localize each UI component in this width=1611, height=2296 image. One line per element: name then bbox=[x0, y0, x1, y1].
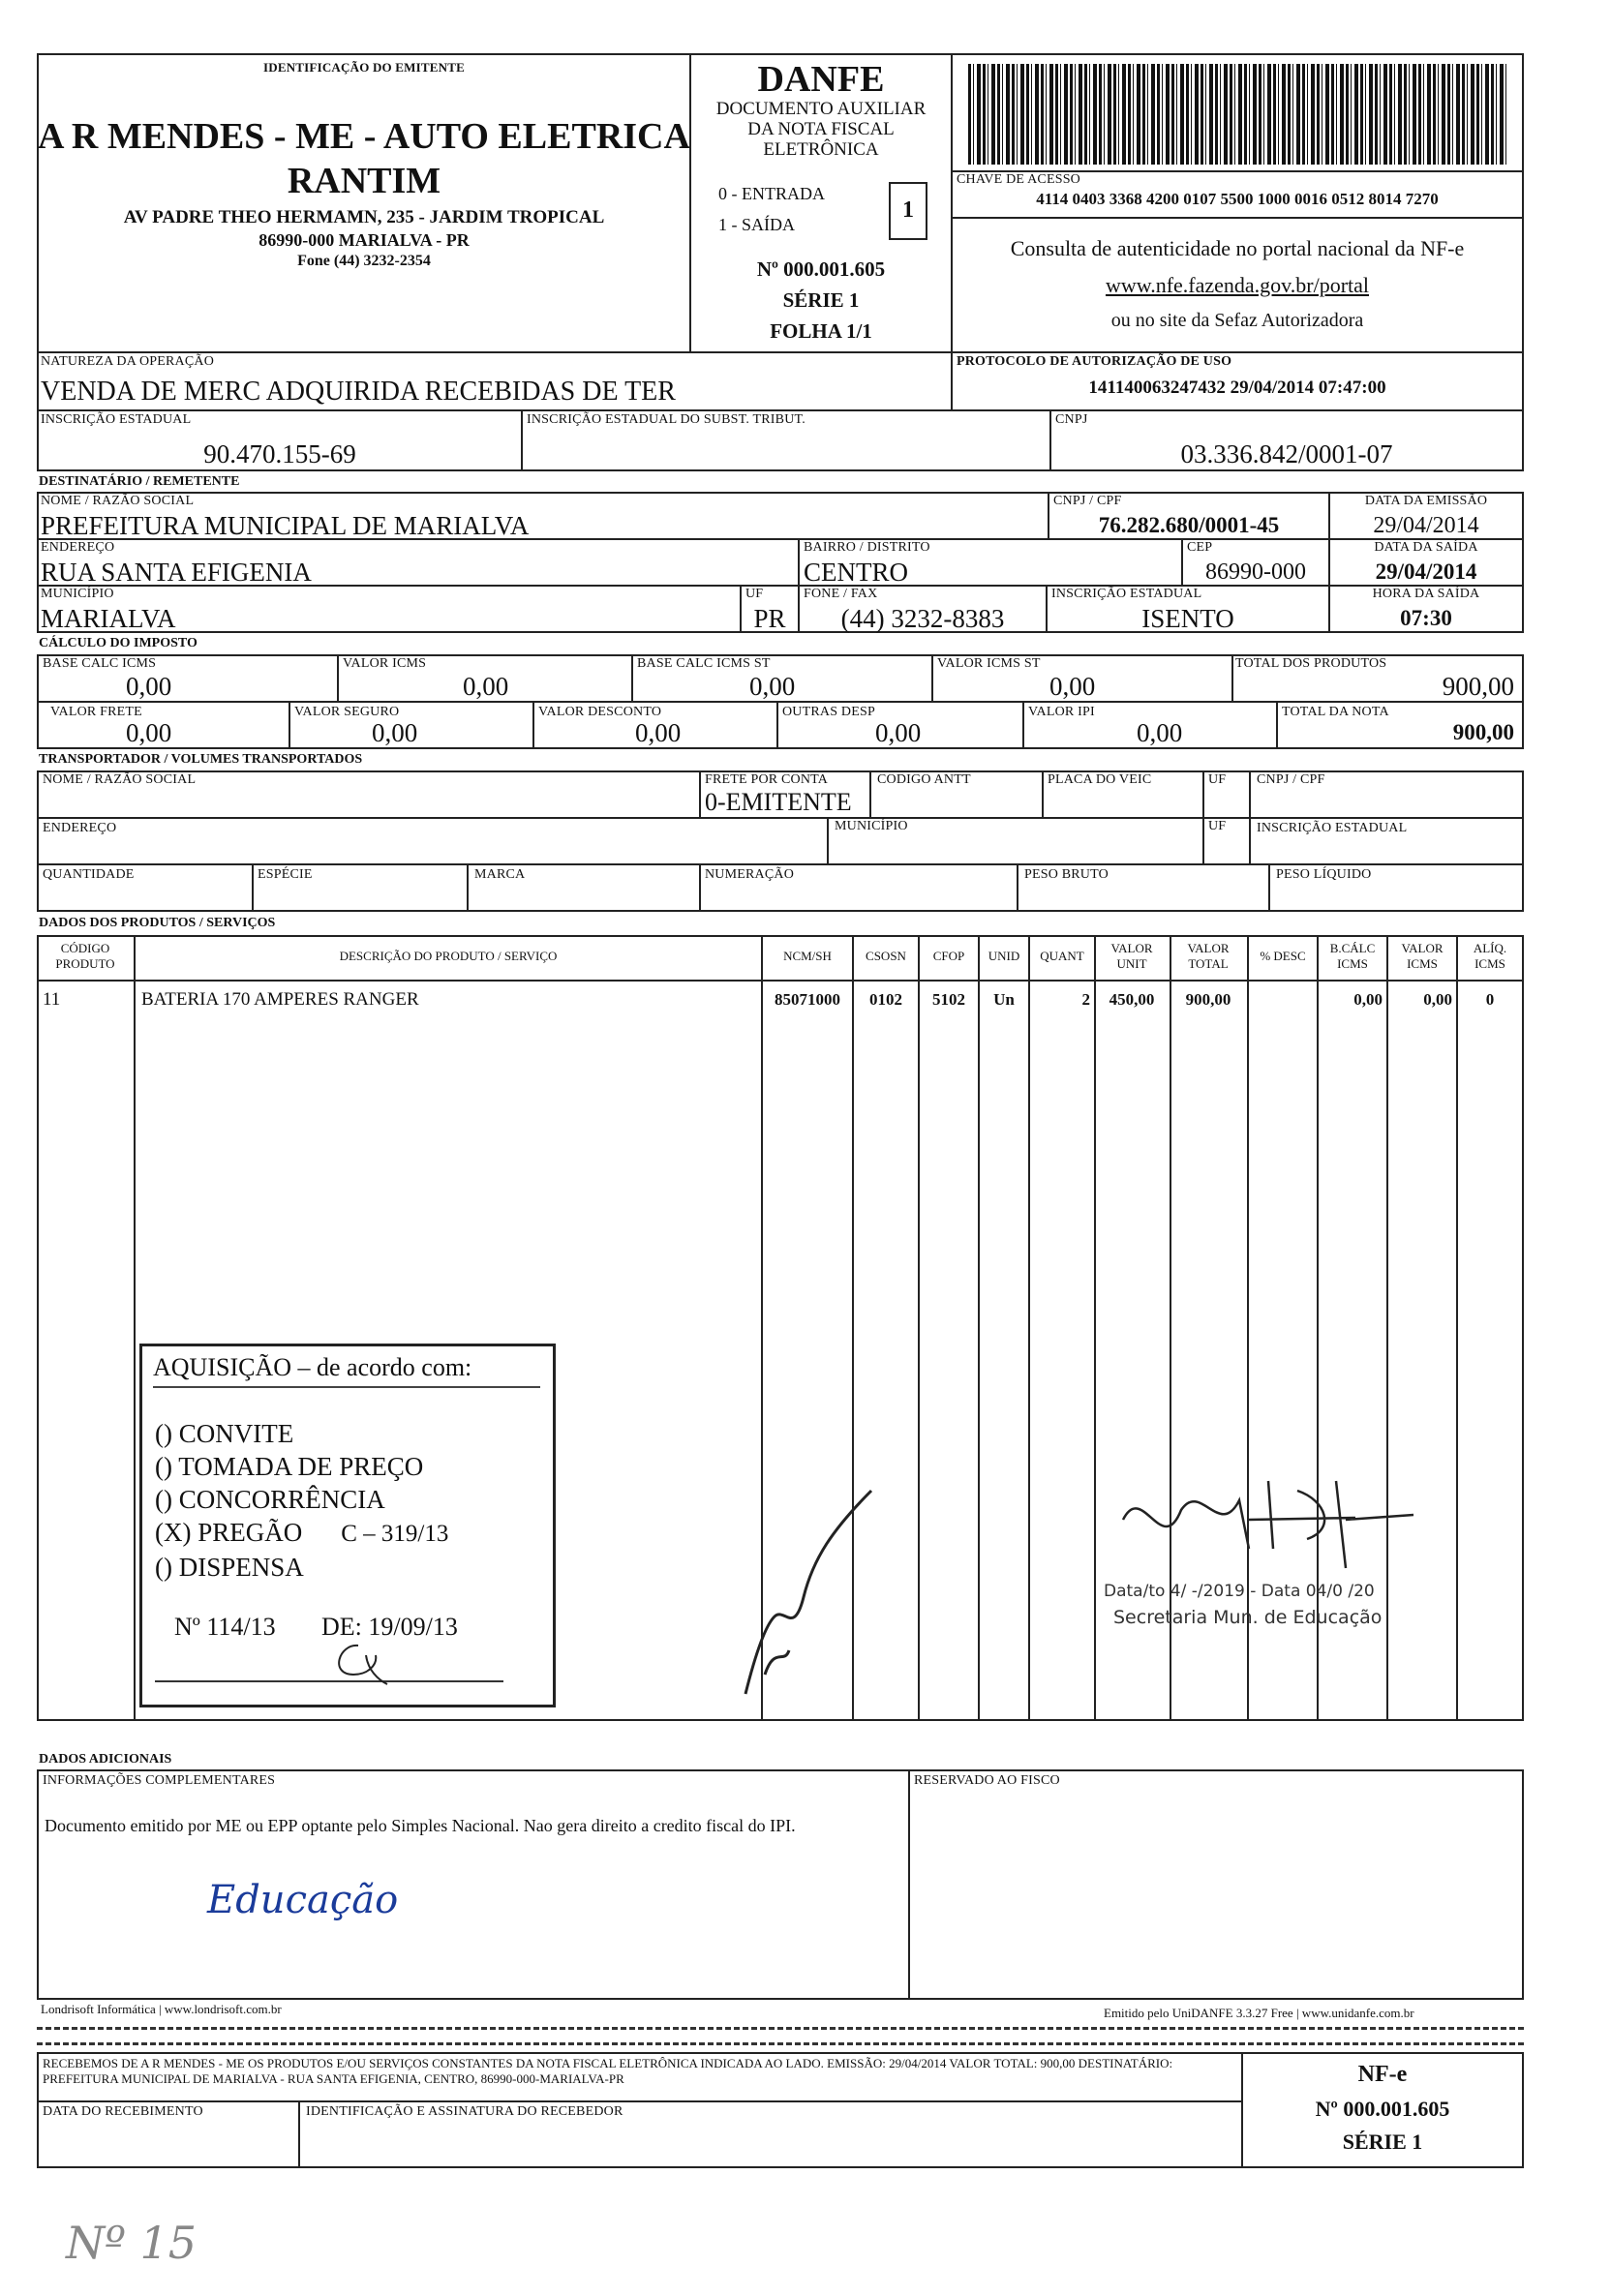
danfe-serie: SÉRIE 1 bbox=[782, 288, 860, 312]
info-label: INFORMAÇÕES COMPLEMENTARES bbox=[43, 1773, 276, 1788]
trans-div-3 bbox=[1042, 770, 1044, 819]
protocolo-label: PROTOCOLO DE AUTORIZAÇÃO DE USO bbox=[957, 354, 1232, 369]
dest-hora-label: HORA DA SAÍDA bbox=[1372, 587, 1480, 601]
imp-frete-label: VALOR FRETE bbox=[50, 705, 142, 719]
th-descricao: DESCRIÇÃO DO PRODUTO / SERVIÇO bbox=[339, 949, 558, 963]
th-unid: UNID bbox=[988, 949, 1020, 963]
cut-line-1 bbox=[37, 2027, 1524, 2030]
ie-value: 90.470.155-69 bbox=[203, 439, 356, 468]
imp-ipi: 0,00 bbox=[1137, 718, 1183, 747]
trans-div-6 bbox=[827, 817, 829, 865]
receipt-stamp-line2: Secretaria Mun. de Educação bbox=[1113, 1607, 1383, 1628]
th-valor-unit: VALOR UNIT bbox=[1110, 941, 1153, 971]
canhoto-serie: SÉRIE 1 bbox=[1342, 2130, 1423, 2154]
cell-csosn: 0102 bbox=[869, 990, 902, 1009]
info-text: Documento emitido por ME ou EPP optante pelo Simples Nacional. Nao gera direito a credito fiscal do IPI. bbox=[45, 1816, 796, 1835]
danfe-entrada: 0 - ENTRADA bbox=[718, 184, 825, 203]
dest-emissao: 29/04/2014 bbox=[1373, 513, 1479, 538]
danfe-subtitle bbox=[689, 99, 953, 160]
barcode bbox=[968, 64, 1506, 165]
dest-emissao-label: DATA DA EMISSÃO bbox=[1364, 494, 1488, 508]
ie-st-label: INSCRIÇÃO ESTADUAL DO SUBST. TRIBUT. bbox=[527, 412, 806, 427]
dest-hora: 07:30 bbox=[1400, 606, 1452, 630]
imp-valor-icms: 0,00 bbox=[463, 672, 509, 701]
receipt-stamp-line1: Data/to 4/ -/2019 - Data 04/0 /20 bbox=[1104, 1582, 1375, 1601]
trans-div-13 bbox=[1268, 863, 1270, 912]
emitente-name bbox=[37, 114, 691, 203]
col-div-1 bbox=[134, 935, 136, 1721]
canhoto-div-3 bbox=[298, 2100, 300, 2168]
stamp-options bbox=[155, 1417, 448, 1584]
trans-div-1 bbox=[699, 770, 701, 819]
footer-right: Emitido pelo UniDANFE 3.3.27 Free | www.unidanfe.com.br bbox=[1104, 2006, 1414, 2020]
canhoto-assinatura-label: IDENTIFICAÇÃO E ASSINATURA DO RECEBEDOR bbox=[306, 2104, 623, 2119]
danfe-title: DANFE bbox=[757, 59, 885, 100]
canhoto-div-2 bbox=[37, 2100, 1243, 2102]
protocolo-value: 141140063247432 29/04/2014 07:47:00 bbox=[1088, 378, 1386, 398]
trans-uf2-label: UF bbox=[1208, 819, 1227, 833]
col-div-4 bbox=[918, 935, 920, 1721]
cell-valor-unit: 450,00 bbox=[1109, 990, 1155, 1009]
emitente-address: AV PADRE THEO HERMAMN, 235 - JARDIM TROPICAL bbox=[123, 207, 605, 227]
stamp-opt-dispensa: () DISPENSA bbox=[155, 1553, 304, 1582]
cell-codigo: 11 bbox=[43, 989, 61, 1010]
dest-bairro: CENTRO bbox=[804, 558, 908, 587]
stamp-initials-signature bbox=[319, 1626, 397, 1694]
produtos-section: DADOS DOS PRODUTOS / SERVIÇOS bbox=[39, 916, 276, 930]
trans-frete-label: FRETE POR CONTA bbox=[705, 772, 829, 787]
trans-numeracao-label: NUMERAÇÃO bbox=[705, 867, 795, 882]
col-div-11 bbox=[1386, 935, 1388, 1721]
emitente-box bbox=[37, 53, 691, 353]
dest-bairro-label: BAIRRO / DISTRITO bbox=[804, 540, 930, 555]
transportador-section: TRANSPORTADOR / VOLUMES TRANSPORTADOS bbox=[39, 752, 363, 767]
cell-ncm: 85071000 bbox=[775, 990, 840, 1009]
imp-outras-label: OUTRAS DESP bbox=[782, 705, 875, 719]
cell-vicms: 0,00 bbox=[1423, 990, 1452, 1009]
danfe-numero: Nº 000.001.605 bbox=[756, 257, 886, 281]
imp-valor-st: 0,00 bbox=[1049, 672, 1096, 701]
trans-cnpj-label: CNPJ / CPF bbox=[1257, 772, 1325, 787]
danfe-folha: FOLHA 1/1 bbox=[770, 319, 872, 343]
dest-endereco: RUA SANTA EFIGENIA bbox=[41, 558, 312, 587]
cell-cfop: 5102 bbox=[932, 990, 965, 1009]
ie-label: INSCRIÇÃO ESTADUAL bbox=[41, 412, 192, 427]
chave-divider-2 bbox=[951, 217, 1524, 219]
trans-uf-label: UF bbox=[1208, 772, 1227, 787]
dest-endereco-label: ENDEREÇO bbox=[41, 540, 115, 555]
chave-consulta: Consulta de autenticidade no portal nacional da NF-e bbox=[1010, 236, 1465, 260]
trans-div-11 bbox=[699, 863, 701, 912]
dest-ie: ISENTO bbox=[1141, 604, 1234, 633]
dest-fone-label: FONE / FAX bbox=[804, 587, 878, 601]
dest-nome: PREFEITURA MUNICIPAL DE MARIALVA bbox=[41, 511, 530, 540]
trans-div-7 bbox=[1202, 817, 1204, 865]
emitente-name-line2: RANTIM bbox=[287, 161, 441, 201]
emitente-section-label: IDENTIFICAÇÃO DO EMITENTE bbox=[263, 60, 465, 75]
trans-especie-label: ESPÉCIE bbox=[258, 867, 313, 882]
imp-desconto: 0,00 bbox=[635, 718, 682, 747]
dest-cep-label: CEP bbox=[1187, 540, 1213, 555]
trans-placa-label: PLACA DO VEIC bbox=[1048, 772, 1152, 787]
handwritten-page-number: Nº 15 bbox=[66, 2217, 198, 2269]
fisco-box bbox=[908, 1769, 1524, 2000]
imp-valor-icms-label: VALOR ICMS bbox=[343, 656, 427, 671]
imp-desconto-label: VALOR DESCONTO bbox=[538, 705, 662, 719]
dest-uf-label: UF bbox=[745, 587, 764, 601]
imp-total-nota-label: TOTAL DA NOTA bbox=[1282, 705, 1389, 719]
col-div-8 bbox=[1170, 935, 1171, 1721]
dest-nome-label: NOME / RAZÃO SOCIAL bbox=[41, 494, 195, 508]
imp-base-st: 0,00 bbox=[749, 672, 796, 701]
chave-label: CHAVE DE ACESSO bbox=[957, 172, 1080, 187]
th-codigo: CÓDIGO PRODUTO bbox=[55, 941, 115, 971]
emitente-city: 86990-000 MARIALVA - PR bbox=[258, 230, 470, 250]
imp-base-icms-label: BASE CALC ICMS bbox=[43, 656, 157, 671]
cut-line-2 bbox=[37, 2042, 1524, 2045]
trans-div-2 bbox=[869, 770, 871, 819]
imp-total-prod-label: TOTAL DOS PRODUTOS bbox=[1235, 656, 1387, 671]
trans-div-9 bbox=[252, 863, 254, 912]
canhoto-text: RECEBEMOS DE A R MENDES - ME OS PRODUTOS E/OU SERVIÇOS CONSTANTES DA NOTA FISCAL ELETRÔNICA INDICADA AO LADO. EMISSÃO: 29/04/2014 VALOR TOTAL: 900,00 DESTINATÁRIO: PREFEITURA MUNICIPAL DE MARIALVA - RUA SANTA EFIGENIA, CENTRO, 86990-000-MARIALVA-PR bbox=[43, 2056, 1173, 2086]
danfe-tipo: 1 bbox=[902, 197, 914, 223]
imp-frete: 0,00 bbox=[126, 718, 172, 747]
stamp-title-underline bbox=[153, 1386, 540, 1388]
dest-cep: 86990-000 bbox=[1205, 559, 1306, 585]
trans-municipio-label: MUNICÍPIO bbox=[835, 819, 908, 833]
dest-ie-label: INSCRIÇÃO ESTADUAL bbox=[1051, 587, 1202, 601]
trans-nome-label: NOME / RAZÃO SOCIAL bbox=[43, 772, 197, 787]
dest-saida-label: DATA DA SAÍDA bbox=[1374, 540, 1478, 555]
dest-cnpj-label: CNPJ / CPF bbox=[1053, 494, 1122, 508]
trans-qtd-label: QUANTIDADE bbox=[43, 867, 135, 882]
imp-seguro: 0,00 bbox=[372, 718, 418, 747]
handwritten-educacao: Educação bbox=[207, 1878, 399, 1922]
danfe-saida: 1 - SAÍDA bbox=[718, 215, 795, 234]
th-csosn: CSOSN bbox=[866, 949, 906, 963]
chave-value: 4114 0403 3368 4200 0107 5500 1000 0016 0512 8014 7270 bbox=[1036, 190, 1439, 208]
chave-sefaz: ou no site da Sefaz Autorizadora bbox=[1110, 310, 1364, 331]
fisco-label: RESERVADO AO FISCO bbox=[914, 1773, 1060, 1788]
trans-liquido-label: PESO LÍQUIDO bbox=[1276, 867, 1372, 882]
trans-div-4 bbox=[1202, 770, 1204, 819]
stamp-opt-convite: () CONVITE bbox=[155, 1419, 294, 1448]
th-valor-total: VALOR TOTAL bbox=[1187, 941, 1230, 971]
col-div-12 bbox=[1456, 935, 1458, 1721]
imp-outras: 0,00 bbox=[875, 718, 922, 747]
emitente-name-line1: A R MENDES - ME - AUTO ELETRICA bbox=[38, 116, 690, 157]
danfe-subtitle-1: DOCUMENTO AUXILIAR bbox=[715, 99, 927, 119]
stamp-title: AQUISIÇÃO – de acordo com: bbox=[153, 1353, 472, 1381]
stamp-numero: Nº 114/13 bbox=[174, 1613, 276, 1641]
dest-fone: (44) 3232-8383 bbox=[840, 604, 1005, 633]
dest-municipio-label: MUNICÍPIO bbox=[41, 587, 114, 601]
col-div-7 bbox=[1094, 935, 1096, 1721]
th-desc: % DESC bbox=[1260, 949, 1306, 963]
trans-div-10 bbox=[467, 863, 469, 912]
cell-aliq: 0 bbox=[1485, 990, 1495, 1009]
trans-ie-label: INSCRIÇÃO ESTADUAL bbox=[1257, 821, 1408, 835]
canhoto-nfe: NF-e bbox=[1357, 2062, 1408, 2087]
emitente-phone: Fone (44) 3232-2354 bbox=[297, 253, 431, 269]
canhoto-numero: Nº 000.001.605 bbox=[1315, 2097, 1450, 2121]
trans-div-5 bbox=[1249, 770, 1251, 819]
trans-div-12 bbox=[1017, 863, 1018, 912]
stamp-opt-tomada: () TOMADA DE PREÇO bbox=[155, 1452, 424, 1481]
col-div-10 bbox=[1317, 935, 1319, 1721]
trans-endereco-label: ENDEREÇO bbox=[43, 821, 117, 835]
natureza-label: NATUREZA DA OPERAÇÃO bbox=[41, 354, 215, 369]
canhoto-data-label: DATA DO RECEBIMENTO bbox=[43, 2104, 203, 2119]
col-div-9 bbox=[1247, 935, 1249, 1721]
produtos-header-divider bbox=[37, 980, 1524, 982]
th-aliq: ALÍQ. ICMS bbox=[1473, 941, 1507, 971]
cell-descricao: BATERIA 170 AMPERES RANGER bbox=[141, 989, 419, 1010]
danfe-subtitle-2: DA NOTA FISCAL bbox=[747, 119, 895, 139]
imp-total-prod: 900,00 bbox=[1442, 672, 1514, 701]
imposto-section: CÁLCULO DO IMPOSTO bbox=[39, 636, 198, 650]
trans-antt-label: CODIGO ANTT bbox=[877, 772, 971, 787]
natureza-value: VENDA DE MERC ADQUIRIDA RECEBIDAS DE TER bbox=[41, 377, 676, 407]
imp-valor-st-label: VALOR ICMS ST bbox=[937, 656, 1041, 671]
imp-seguro-label: VALOR SEGURO bbox=[294, 705, 400, 719]
signature-left bbox=[736, 1481, 881, 1704]
imp-total-nota: 900,00 bbox=[1452, 720, 1514, 744]
stamp-opt-pregao-label: (X) PREGÃO bbox=[155, 1518, 303, 1547]
stamp-data: DE: 19/09/13 bbox=[321, 1613, 458, 1641]
signature-right bbox=[1104, 1462, 1423, 1578]
cell-quant: 2 bbox=[1081, 990, 1090, 1009]
col-div-6 bbox=[1028, 935, 1030, 1721]
cnpj-label: CNPJ bbox=[1055, 412, 1088, 427]
dest-uf: PR bbox=[753, 604, 786, 633]
th-cfop: CFOP bbox=[932, 949, 965, 963]
th-bcalc: B.CÁLC ICMS bbox=[1329, 941, 1376, 971]
stamp-opt-pregao-ref: C – 319/13 bbox=[341, 1521, 449, 1547]
trans-frete: 0-EMITENTE bbox=[705, 788, 852, 816]
cnpj-value: 03.336.842/0001-07 bbox=[1180, 439, 1393, 468]
footer-left: Londrisoft Informática | www.londrisoft.com.br bbox=[41, 2002, 282, 2016]
adicionais-section: DADOS ADICIONAIS bbox=[39, 1752, 172, 1767]
chave-url[interactable]: www.nfe.fazenda.gov.br/portal bbox=[1105, 273, 1370, 297]
trans-marca-label: MARCA bbox=[474, 867, 526, 882]
cell-unid: Un bbox=[993, 990, 1015, 1009]
dest-cnpj: 76.282.680/0001-45 bbox=[1098, 513, 1280, 537]
stamp-opt-pregao bbox=[155, 1516, 448, 1551]
th-ncm: NCM/SH bbox=[783, 949, 832, 963]
cell-valor-total: 900,00 bbox=[1185, 990, 1231, 1009]
imp-base-st-label: BASE CALC ICMS ST bbox=[637, 656, 771, 671]
destinatario-section: DESTINATÁRIO / REMETENTE bbox=[39, 474, 240, 489]
col-div-5 bbox=[978, 935, 980, 1721]
dest-saida: 29/04/2014 bbox=[1375, 559, 1477, 584]
cell-bcalc: 0,00 bbox=[1353, 990, 1383, 1009]
imp-base-icms: 0,00 bbox=[126, 672, 172, 701]
th-quant: QUANT bbox=[1040, 949, 1084, 963]
dest-municipio: MARIALVA bbox=[41, 604, 176, 633]
imp-ipi-label: VALOR IPI bbox=[1028, 705, 1095, 719]
info-box bbox=[37, 1769, 910, 2000]
stamp-opt-concorrencia: () CONCORRÊNCIA bbox=[155, 1485, 385, 1514]
danfe-subtitle-3: ELETRÔNICA bbox=[763, 139, 879, 160]
trans-div-8 bbox=[1249, 817, 1251, 865]
trans-bruto-label: PESO BRUTO bbox=[1024, 867, 1109, 882]
th-vicms: VALOR ICMS bbox=[1401, 941, 1444, 971]
